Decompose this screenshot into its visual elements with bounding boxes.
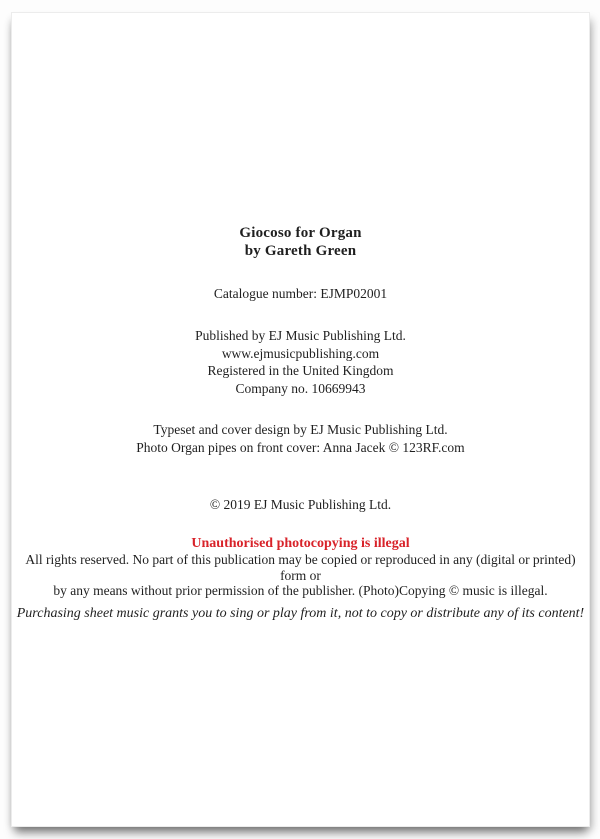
typeset-credit-line: Typeset and cover design by EJ Music Publishing Ltd. xyxy=(153,422,448,437)
photo-credit-line: Photo Organ pipes on front cover: Anna Jacek © 123RF.com xyxy=(136,439,465,455)
sheet-music-copyright-page xyxy=(11,12,590,827)
credits-block xyxy=(12,421,589,456)
photocopying-warning-heading: Unauthorised photocopying is illegal xyxy=(191,536,410,551)
published-by-line: Published by EJ Music Publishing Ltd. xyxy=(195,328,406,343)
company-number-line: Company no. 10669943 xyxy=(235,380,366,396)
rights-reserved-line-1: All rights reserved. No part of this publication may be copied or reproduced in any (digital or printed) form or xyxy=(25,552,576,583)
legal-notice-block xyxy=(12,535,589,599)
publisher-block xyxy=(12,327,589,397)
rights-reserved-line-2: by any means without prior permission of the publisher. (Photo)Copying © music is illegal. xyxy=(53,583,548,598)
purchase-note-line: Purchasing sheet music grants you to sing or play from it, not to copy or distribute any of its content! xyxy=(16,606,585,621)
registered-line: Registered in the United Kingdom xyxy=(207,363,394,378)
title-block xyxy=(12,224,589,260)
work-title: Giocoso for Organ xyxy=(239,225,362,241)
copyright-line: © 2019 EJ Music Publishing Ltd. xyxy=(209,497,392,512)
catalogue-number: Catalogue number: EJMP02001 xyxy=(213,286,388,301)
composer-byline: by Gareth Green xyxy=(244,243,357,259)
publisher-website: www.ejmusicpublishing.com xyxy=(221,345,380,361)
